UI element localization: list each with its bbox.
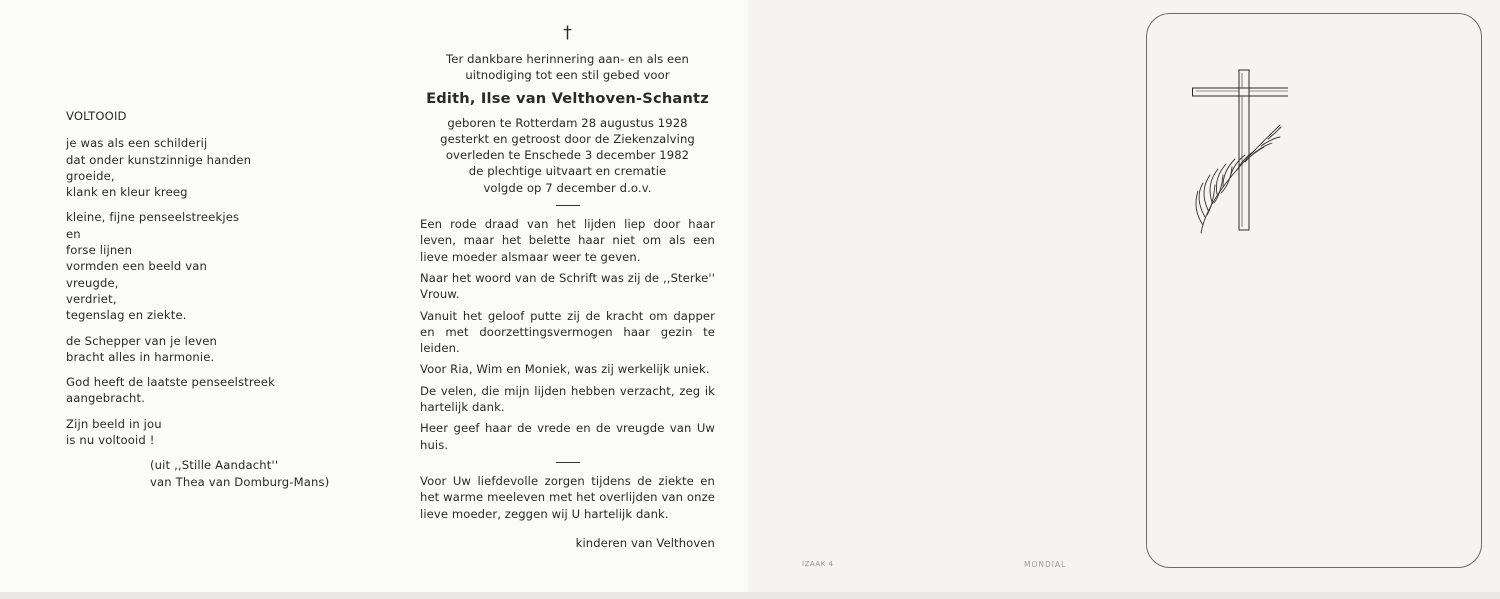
poem-stanza [66,209,366,323]
thanks-paragraph: Voor Uw liefdevolle zorgen tijdens de ziekte en het warme meeleven met het overlijden van onze lieve moeder, zeggen wij U hartelijk dank. [420,473,715,521]
poem-line: Zijn beeld in jou [66,416,162,431]
poem-line: kleine, fijne penseelstreekjes [66,210,240,225]
intro-line: Ter dankbare herinnering aan- en als een [446,52,689,66]
poem-line: God heeft de laatste penseelstreek [66,375,275,390]
poem [66,108,366,490]
memorial-announcement [420,24,715,551]
cross-with-palm-icon [1188,65,1288,235]
poem-line: is nu voltooid ! [66,433,155,448]
detail-line: de plechtige uitvaart en crematie [468,164,667,179]
poem-line: aangebracht. [66,391,146,406]
memorial-paragraph: De velen, die mijn lijden hebben verzacht, zeg ik hartelijk dank. [420,383,715,415]
deceased-name: Edith, Ilse van Velthoven-Schantz [426,89,709,107]
divider [556,462,580,463]
poem-stanza [66,333,366,366]
poem-line: vormden een beeld van [66,259,207,274]
poem-line: groeide, [66,168,115,183]
poem-line: de Schepper van je leven [66,333,218,348]
memorial-paragraph: Voor Ria, Wim en Moniek, was zij werkelijk uniek. [420,362,710,377]
poem-line: tegenslag en ziekte. [66,308,187,323]
detail-line: overleden te Enschede 3 december 1982 [445,148,690,163]
poem-line: vreugde, [66,275,119,290]
printer-code: IZAAK 4 [802,560,834,568]
poem-line: klank en kleur kreeg [66,185,188,200]
poem-source [150,457,366,490]
dagger-cross-icon: † [563,23,572,43]
signature: kinderen van Velthoven [575,535,715,550]
memorial-text [420,216,715,453]
poem-stanza [66,135,366,200]
poem-stanza [66,416,366,449]
detail-line: gesterkt en getroost door de Ziekenzalving [440,131,695,146]
poem-line: dat onder kunstzinnige handen [66,152,252,167]
poem-line: en [66,226,81,241]
life-details [420,115,715,196]
poem-line: bracht alles in harmonie. [66,349,215,364]
poem-stanzas [66,135,366,448]
memorial-paragraph: Vanuit het geloof putte zij de kracht om dapper en met doorzettingsvermogen haar gezin te leiden. [420,308,715,356]
intro-line: uitnodiging tot een stil gebed voor [465,68,670,83]
poem-stanza [66,374,366,407]
poem-source-line: van Thea van Domburg-Mans) [150,474,330,489]
detail-line: volgde op 7 december d.o.v. [483,180,652,195]
poem-title: VOLTOOID [66,109,127,123]
scan-bottom-edge [0,592,1500,599]
poem-line: je was als een schilderij [66,136,208,151]
poem-line: verdriet, [66,291,117,306]
poem-line: forse lijnen [66,243,133,258]
detail-line: geboren te Rotterdam 28 augustus 1928 [447,115,688,130]
memorial-paragraph: Een rode draad van het lijden liep door haar leven, maar het belette haar niet om als een lieve moeder alsmaar weer te geven. [420,217,715,264]
divider [556,205,580,206]
memorial-paragraph: Naar het woord van de Schrift was zij de ,,Sterke'' Vrouw. [420,270,715,302]
poem-source-line: (uit ,,Stille Aandacht'' [150,458,279,473]
memorial-paragraph: Heer geef haar de vrede en de vreugde van Uw huis. [420,421,715,452]
printer-brand: MONDIAL [1024,560,1067,569]
